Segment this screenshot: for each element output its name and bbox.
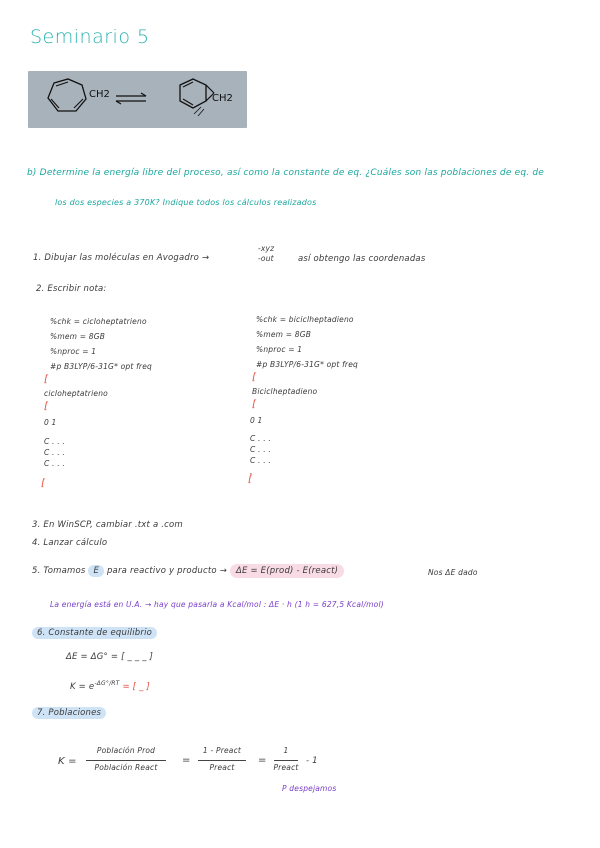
step5-e-highlight: E bbox=[88, 565, 104, 577]
left-coord-row: C . . . bbox=[44, 448, 65, 457]
right-mem: %mem = 8GB bbox=[256, 330, 312, 339]
left-input-block bbox=[50, 314, 152, 374]
step7-label: 7. Poblaciones bbox=[32, 707, 106, 719]
right-coord-row: . bbox=[250, 467, 253, 476]
right-coord-row: C . . . bbox=[250, 434, 271, 443]
left-chk: %chk = cicloheptatrieno bbox=[50, 317, 147, 326]
energy-units-note: La energía está en U.A. → hay que pasarla a Kcal/mol : ΔE · h (1 h = 627,5 Kcal/mol) bbox=[50, 600, 384, 609]
step7-frac2-den: Preact bbox=[209, 763, 235, 772]
question-b-line1: b) Determine la energía libre del proceso, así como la constante de eq. ¿Cuáles son las poblaciones de eq. de bbox=[27, 168, 545, 178]
left-bracket-3: [ bbox=[41, 478, 46, 489]
step1-b: así obtengo las coordenadas bbox=[298, 254, 426, 264]
right-bracket-3: [ bbox=[248, 474, 253, 485]
step7-frac1-num: Población Prod bbox=[96, 746, 156, 755]
step7-frac2-bar bbox=[198, 760, 246, 761]
step5-b: para reactivo y producto → bbox=[106, 566, 228, 576]
right-coord-row: C . . . bbox=[250, 445, 271, 454]
step6-eq2-exp: -ΔG°/RT bbox=[94, 680, 120, 687]
reaction-image bbox=[28, 71, 247, 128]
step2-text: 2. Escribir nota: bbox=[36, 284, 107, 294]
left-bracket-2: [ bbox=[44, 401, 49, 412]
step4-text: 4. Lanzar cálculo bbox=[32, 538, 108, 548]
step6-eq2 bbox=[70, 680, 150, 692]
question-b-line2: los dos especies a 370K? Indique todos los cálculos realizados bbox=[55, 198, 317, 207]
step1-a: 1. Dibujar las moléculas en Avogadro bbox=[33, 253, 200, 263]
left-coord-row: C . . . bbox=[44, 459, 65, 468]
step7-frac1-den: Población React bbox=[94, 763, 158, 772]
step7-label-wrap bbox=[32, 708, 106, 718]
step1-arrow: → bbox=[201, 253, 210, 263]
left-bracket-1: [ bbox=[44, 374, 49, 385]
right-nproc: %nproc = 1 bbox=[256, 345, 303, 354]
left-route: #p B3LYP/6-31G* opt freq bbox=[50, 362, 152, 371]
step6-eq2-b: = [ _ ] bbox=[122, 681, 150, 692]
step6-eq2-a: K = e bbox=[70, 681, 95, 692]
left-coords bbox=[44, 436, 65, 469]
right-bracket-1: [ bbox=[252, 372, 257, 383]
page-title: Seminario 5 bbox=[30, 26, 150, 48]
left-nproc: %nproc = 1 bbox=[50, 347, 97, 356]
step7-frac2-num: 1 - Preact bbox=[202, 746, 242, 755]
right-charge: 0 1 bbox=[250, 416, 263, 425]
step6-label-wrap bbox=[32, 628, 157, 638]
step5-delta-e-box: ΔE = E(prod) - E(react) bbox=[230, 564, 344, 578]
step7-frac1-bar bbox=[86, 760, 166, 761]
step7-note: P despejamos bbox=[282, 784, 337, 793]
step7-minus: - 1 bbox=[306, 756, 318, 766]
left-coord-row: C . . . bbox=[44, 437, 65, 446]
step5-c: Nos ΔE dado bbox=[428, 568, 478, 577]
right-bracket-2: [ bbox=[252, 399, 257, 410]
step7-k: K = bbox=[58, 756, 77, 767]
step5-a: 5. Tomamos bbox=[32, 566, 86, 576]
left-charge: 0 1 bbox=[44, 418, 57, 427]
step6-eq1: ΔE = ΔG° = [ _ _ _ ] bbox=[66, 652, 154, 662]
right-coords bbox=[250, 433, 271, 477]
right-route: #p B3LYP/6-31G* opt freq bbox=[256, 360, 358, 369]
step5-line bbox=[32, 566, 344, 576]
step7-frac3-num: 1 bbox=[283, 746, 289, 755]
right-molecule-name: Biciclheptadieno bbox=[252, 387, 318, 396]
right-coord-row: C . . . bbox=[250, 456, 271, 465]
step1-text bbox=[33, 253, 209, 263]
step7-eq-1: = bbox=[182, 755, 191, 766]
left-mem: %mem = 8GB bbox=[50, 332, 106, 341]
step6-label: 6. Constante de equilibrio bbox=[32, 627, 157, 639]
step7-frac3-den: Preact bbox=[273, 763, 299, 772]
right-ch2-label: CH2 bbox=[212, 93, 233, 104]
step1-brace-top: -xyz bbox=[258, 244, 275, 253]
step3-text: 3. En WinSCP, cambiar .txt a .com bbox=[32, 520, 183, 530]
step7-frac3-bar bbox=[274, 760, 298, 761]
left-molecule-name: cicloheptatrieno bbox=[44, 389, 108, 398]
right-chk: %chk = biciclheptadieno bbox=[256, 315, 354, 324]
step1-brace-bottom: -out bbox=[258, 254, 274, 263]
step7-eq-2: = bbox=[258, 755, 267, 766]
left-ch2-label: CH2 bbox=[89, 89, 110, 100]
right-input-block bbox=[256, 312, 358, 372]
